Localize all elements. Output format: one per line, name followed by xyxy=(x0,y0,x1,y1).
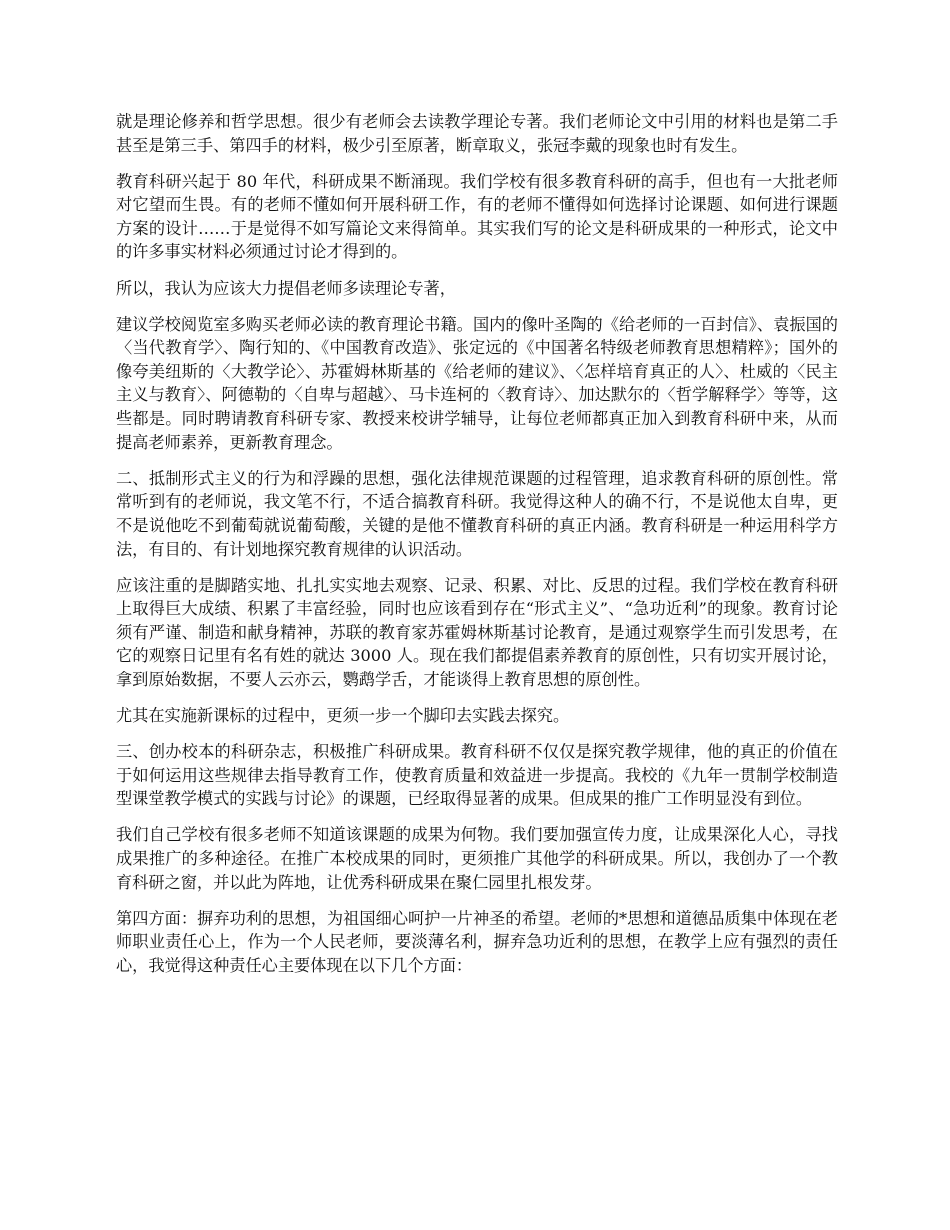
paragraph-7: 尤其在实施新课标的过程中，更须一步一个脚印去实践去探究。 xyxy=(116,706,570,726)
document-body xyxy=(116,110,838,990)
paragraph-1: 就是理论修养和哲学思想。很少有老师会去读教学理论专著。我们老师论文中引用的材料也是第二手甚至是第三手、第四手的材料，极少引至原著，断章取义，张冠李戴的现象也时有发生。 xyxy=(116,112,838,155)
paragraph-6: 应该注重的是脚踏实地、扎扎实实地去观察、记录、积累、对比、反思的过程。我们学校在教育科研上取得巨大成绩、积累了丰富经验，同时也应该看到存在“形式主义”、“急功近利”的现象。教育讨论须有严谨、制造和献身精神，苏联的教育家苏霍姆林斯基讨论教育，是通过观察学生而引发思考，在它的观察日记里有名有姓的就达 3000 人。现在我们都提倡素养教育的原创性，只有切实开展讨论，拿到原始数据，不要人云亦云，鹦鹉学舌，才能谈得上教育思想的原创性。 xyxy=(116,575,838,689)
paragraph-9: 我们自己学校有很多老师不知道该课题的成果为何物。我们要加强宣传力度，让成果深化人心，寻找成果推广的多种途径。在推广本校成果的同时，更须推广其他学的科研成果。所以，我创办了一个教育科研之窗，并以此为阵地，让优秀科研成果在聚仁园里扎根发芽。 xyxy=(116,825,838,892)
paragraph-5: 二、抵制形式主义的行为和浮躁的思想，强化法律规范课题的过程管理，追求教育科研的原创性。常常听到有的老师说，我文笔不行，不适合搞教育科研。我觉得这种人的确不行，不是说他太自卑，更不是说他吃不到葡萄就说葡萄酸，关键的是他不懂教育科研的真正内涵。教育科研是一种运用科学方法，有目的、有计划地探究教育规律的认识活动。 xyxy=(116,468,838,559)
paragraph-4: 建议学校阅览室多购买老师必读的教育理论书籍。国内的像叶圣陶的《给老师的一百封信》、袁振国的〈当代教育学〉、陶行知的、《中国教育改造》、张定远的《中国著名特级老师教育思想精粹》；国外的像夸美纽斯的〈大教学论〉、苏霍姆林斯基的《给老师的建议》、〈怎样培育真正的人〉、杜威的〈民主主义与教育〉、阿德勒的〈自卑与超越〉、马卡连柯的〈教育诗〉、加达默尔的〈哲学解释学〉等等，这些都是。同时聘请教育科研专家、教授来校讲学辅导，让每位老师都真正加入到教育科研中来，从而提高老师素养，更新教育理念。 xyxy=(116,314,838,452)
paragraph-3: 所以，我认为应该大力提倡老师多读理论专著， xyxy=(116,278,456,298)
paragraph-8: 三、创办校本的科研杂志，积极推广科研成果。教育科研不仅仅是探究教学规律，他的真正的价值在于如何运用这些规律去指导教育工作，使教育质量和效益进一步提高。我校的《九年一贯制学校制造型课堂教学模式的实践与讨论》的课题，已经取得显著的成果。但成果的推广工作明显没有到位。 xyxy=(116,742,838,809)
paragraph-10: 第四方面：摒弃功利的思想，为祖国细心呵护一片神圣的希望。老师的*思想和道德品质集中体现在老师职业责任心上，作为一个人民老师，要淡薄名利，摒弃急功近利的思想，在教学上应有强烈的责任心，我觉得这种责任心主要体现在以下几个方面： xyxy=(116,908,838,975)
paragraph-2: 教育科研兴起于 80 年代，科研成果不断涌现。我们学校有很多教育科研的高手，但也有一大批老师对它望而生畏。有的老师不懂如何开展科研工作，有的老师不懂得如何选择讨论课题、如何进行课题方案的设计……于是觉得不如写篇论文来得简单。其实我们写的论文是科研成果的一种形式，论文中的许多事实材料必须通过讨论才得到的。 xyxy=(116,171,838,262)
